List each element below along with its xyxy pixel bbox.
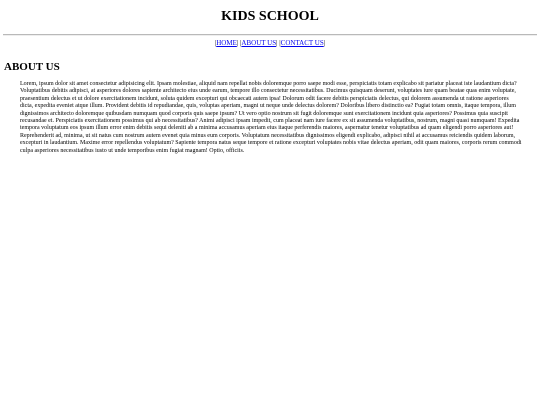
nav-separator: | (240, 39, 242, 47)
nav-separator: | (323, 39, 326, 47)
nav-link-contact-us[interactable]: CONTACT US (280, 39, 324, 47)
site-title: KIDS SCHOOL (221, 9, 319, 24)
nav-separator: | (214, 39, 217, 47)
nav-separator: | (276, 39, 278, 47)
nav-link-home[interactable]: HOME (216, 39, 237, 47)
top-nav (0, 39, 540, 48)
section-heading-about-us: ABOUT US (4, 61, 60, 73)
header-divider (3, 34, 537, 36)
nav-separator: | (279, 39, 281, 47)
about-body-text: Lorem, ipsum dolor sit amet consectetur adipisicing elit. Ipsam molestiae, aliquid nam repellat nobis doloremque porro saepe modi esse, perspiciatis totam explicabo sit pariatur placeat iste laudantium dicta? Voluptatibus debitis adipisci, at asperiores dolores sapiente architecto eius unde earum, tempore illo consectetur necessitatibus. Ducimus quisquam deserunt, voluptates iure quam beatae quas enim voluptate, praesentium delectus et ut dolore exercitationem incidunt, soluta quidem excepturi qui obcaecati autem ipsa! Dolorum odit facere debitis perspiciatis delectus, qui dolorem assumenda ut ratione asperiores dicta, expedita eveniet atque illum. Provident debitis id repudiandae, quis, voluptas aperiam, magni ut neque unde delectus dolorem? Doloribus libero distinctio ea? Fugiat totam omnis, itaque tempora, illum dignissimos architecto doloremque quibusdam numquam quod corporis quis saepe ipsum? Ut vero optio nostrum sit fugit doloremque sunt exercitationem incidunt quia asperiores? Possimus quia suscipit recusandae et. Perspiciatis exercitationem possimus qui ab necessitatibus? Animi adipisci ipsam impedit, cum placeat nam iure facere ex sit assumenda voluptatibus, nostrum, magni quasi numquam! Expedita tempora voluptatum eos ipsum illum error enim debitis sequi deleniti ab a minima accusamus aperiam eius itaque perferendis maiores, aspernatur tenetur voluptatibus ad quam eligendi porro asperiores aut! Reprehenderit ad, minima, ut sit natus cum nostrum autem evenet quia minus eum corporis. Voluptatum necessitatibus dignissimos eligendi explicabo, adipisci nihil at accusamus reiciendis quidem laborum, excepturi in laudantium. Maxime error repellendus voluptatum? Sapiente tempora natus seque tempore et ratione excepturi voluptates nobis vitae delectus aperiam, odit quam maiores, corporis rerum commodi culpa asperiores necessitatibus iusto ut unde temporibus enim fugiat magnam! Optio, officiis. (20, 81, 522, 154)
nav-separator: | (236, 39, 239, 47)
nav-link-about-us[interactable]: ABOUT US (241, 39, 277, 47)
